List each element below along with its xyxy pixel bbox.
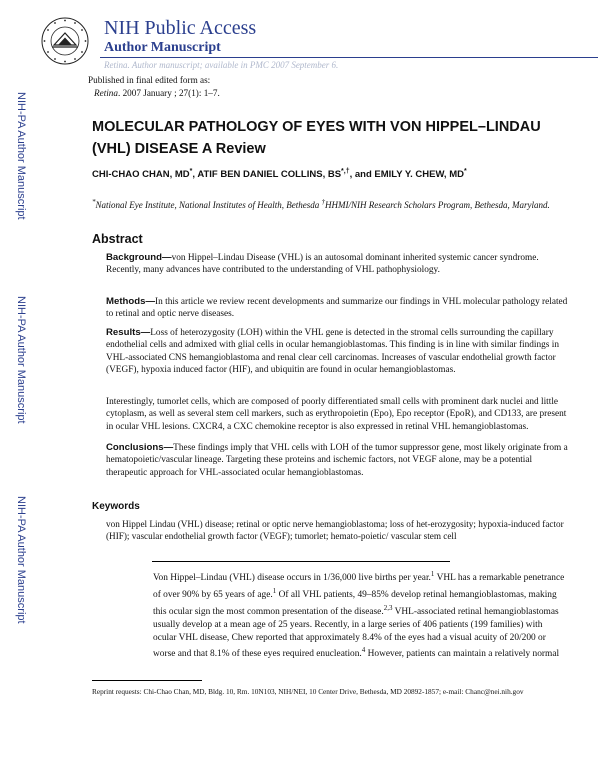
citation-ref[interactable]: 1 [430,570,435,578]
nih-seal-logo [40,16,90,66]
header-rule [100,57,598,58]
author-mark: * [189,168,193,175]
section-divider [152,561,450,562]
side-label-top: NIH-PA Author Manuscript [15,92,27,220]
affiliations [92,196,562,211]
paper-title: MOLECULAR PATHOLOGY OF EYES WITH VON HIPPEL–LINDAU (VHL) DISEASE A Review [92,119,541,157]
author-mark: *,† [341,168,350,175]
author-name: ATIF BEN DANIEL COLLINS, BS [197,169,342,181]
author-mark: * [464,168,467,175]
citation-ref[interactable]: 4 [361,646,366,655]
methods-text: In this article we review recent developments and summarize our findings in VHL molecular pathology related to retinal and optic nerve diseases. [106,297,568,320]
abstract-results-continued: Interestingly, tumorlet cells, which are composed of poorly differentiated small cells with prominent dark nuclei and little cytoplasm, as well as several stem cell markers, such as erythropoietin (Epo), Epo receptor (EpoR), and CD133, are present in ocular VHL lesions. CXCR4, a CXC chemokine receptor is also expressed in retinal VHL hemangioblastomas. [106,397,567,432]
body-text-segment: VHL has a remarkable penetrance of over 90% by 65 years of age. [153,573,565,601]
keywords-heading: Keywords [92,501,140,512]
author-name: CHI-CHAO CHAN, MD [92,169,190,181]
side-label-bottom: NIH-PA Author Manuscript [15,496,27,624]
author-separator: , [192,169,198,181]
reprint-footnote: Reprint requests: Chi-Chao Chan, MD, Bldg. 10, Rm. 10N103, NIH/NEI, 10 Center Drive, Bethesda, MD 20892-1857; e-mail: Chanc@nei.nih.gov [92,687,524,696]
keywords-text: von Hippel Lindau (VHL) disease; retinal or optic nerve hemangioblastoma; loss of het-erozygosity; hypoxia-induced factor (HIF); vascular endothelial growth factor (VEGF); tumorlet; hemato-poietic/ vascular stem cell [106,519,564,542]
body-text-segment: VHL-associated retinal hemangioblastomas usually develop at a mean age of 25 years. Recently, in a large series of 406 patients (199 families) with ocular VHL disease, Chew reported that approximately 8.4% of the eyes had a visual acuity of 20/200 or worse and that 8.1% of these eyes required enucleation. [153,606,559,660]
results-text: Loss of heterozygosity (LOH) within the VHL gene is detected in the stromal cells surrounding the capillary endothelial cells and admixed with glial cells in ocular hemangioblastomas. This finding is in line with similar findings in VHL-associated CNS hemangioblastoma and renal clear cell carcinomas. Increases of vascular endothelial growth factor (VEGF), hypoxia induced factor (HIF), and ubiquitin are found in ocular hemangioblastomas. [106,328,559,376]
author-separator: , and [349,169,375,181]
conclusions-label: Conclusions— [106,442,174,453]
author-list [92,168,582,180]
affiliation-1: National Eye Institute, National Institutes of Health, Bethesda [95,200,320,210]
results-label: Results— [106,327,151,338]
affiliation-mark: * [92,198,96,206]
body-paragraph [153,568,565,661]
abstract-results [106,327,574,377]
affiliation-mark: † [321,198,325,206]
citation-details: . 2007 January ; 27(1): 1–7. [117,88,220,98]
header-subtitle: Author Manuscript [104,40,221,55]
citation-ref[interactable]: 2,3 [383,603,393,612]
affiliation-2: HHMI/NIH Research Scholars Program, Bethesda, Maryland. [324,200,550,210]
background-label: Background— [106,252,172,263]
published-note: Published in final edited form as: [88,75,211,85]
author-name: EMILY Y. CHEW, MD [374,169,464,181]
journal-name: Retina [94,88,118,98]
body-text-segment: However, patients can maintain a relatively normal [365,649,560,660]
abstract-conclusions [106,442,574,479]
abstract-background [106,252,574,277]
background-text: von Hippel–Lindau Disease (VHL) is an autosomal dominant inherited systemic cancer syndrome. Recently, many advances have contributed to the understanding of VHL pathophysiology. [106,253,539,276]
footnote-rule [92,680,202,681]
availability-note: Retina. Author manuscript; available in PMC 2007 September 6. [104,60,339,70]
methods-label: Methods— [106,296,156,307]
citation-ref[interactable]: 1 [272,586,277,595]
conclusions-text: These findings imply that VHL cells with LOH of the tumor suppressor gene, most likely originate from a hematopoietic/vascular lineage. Targeting these proteins and ischemic factors, not VEGF alone, may be a potential therapeutic approach for VHL-associated ocular hemangioblastomas. [106,443,568,478]
side-label-middle: NIH-PA Author Manuscript [15,296,27,424]
body-text-segment: Von Hippel–Lindau (VHL) disease occurs in 1/36,000 live births per year. [153,573,431,584]
abstract-heading: Abstract [92,232,143,246]
abstract-methods [106,296,574,321]
header-title: NIH Public Access [104,17,257,39]
citation [94,88,220,98]
body-text-segment: Of all VHL patients, 49–85% develop retinal hemangioblastomas, making this ocular sign the most common presentation of the disease. [153,590,557,617]
